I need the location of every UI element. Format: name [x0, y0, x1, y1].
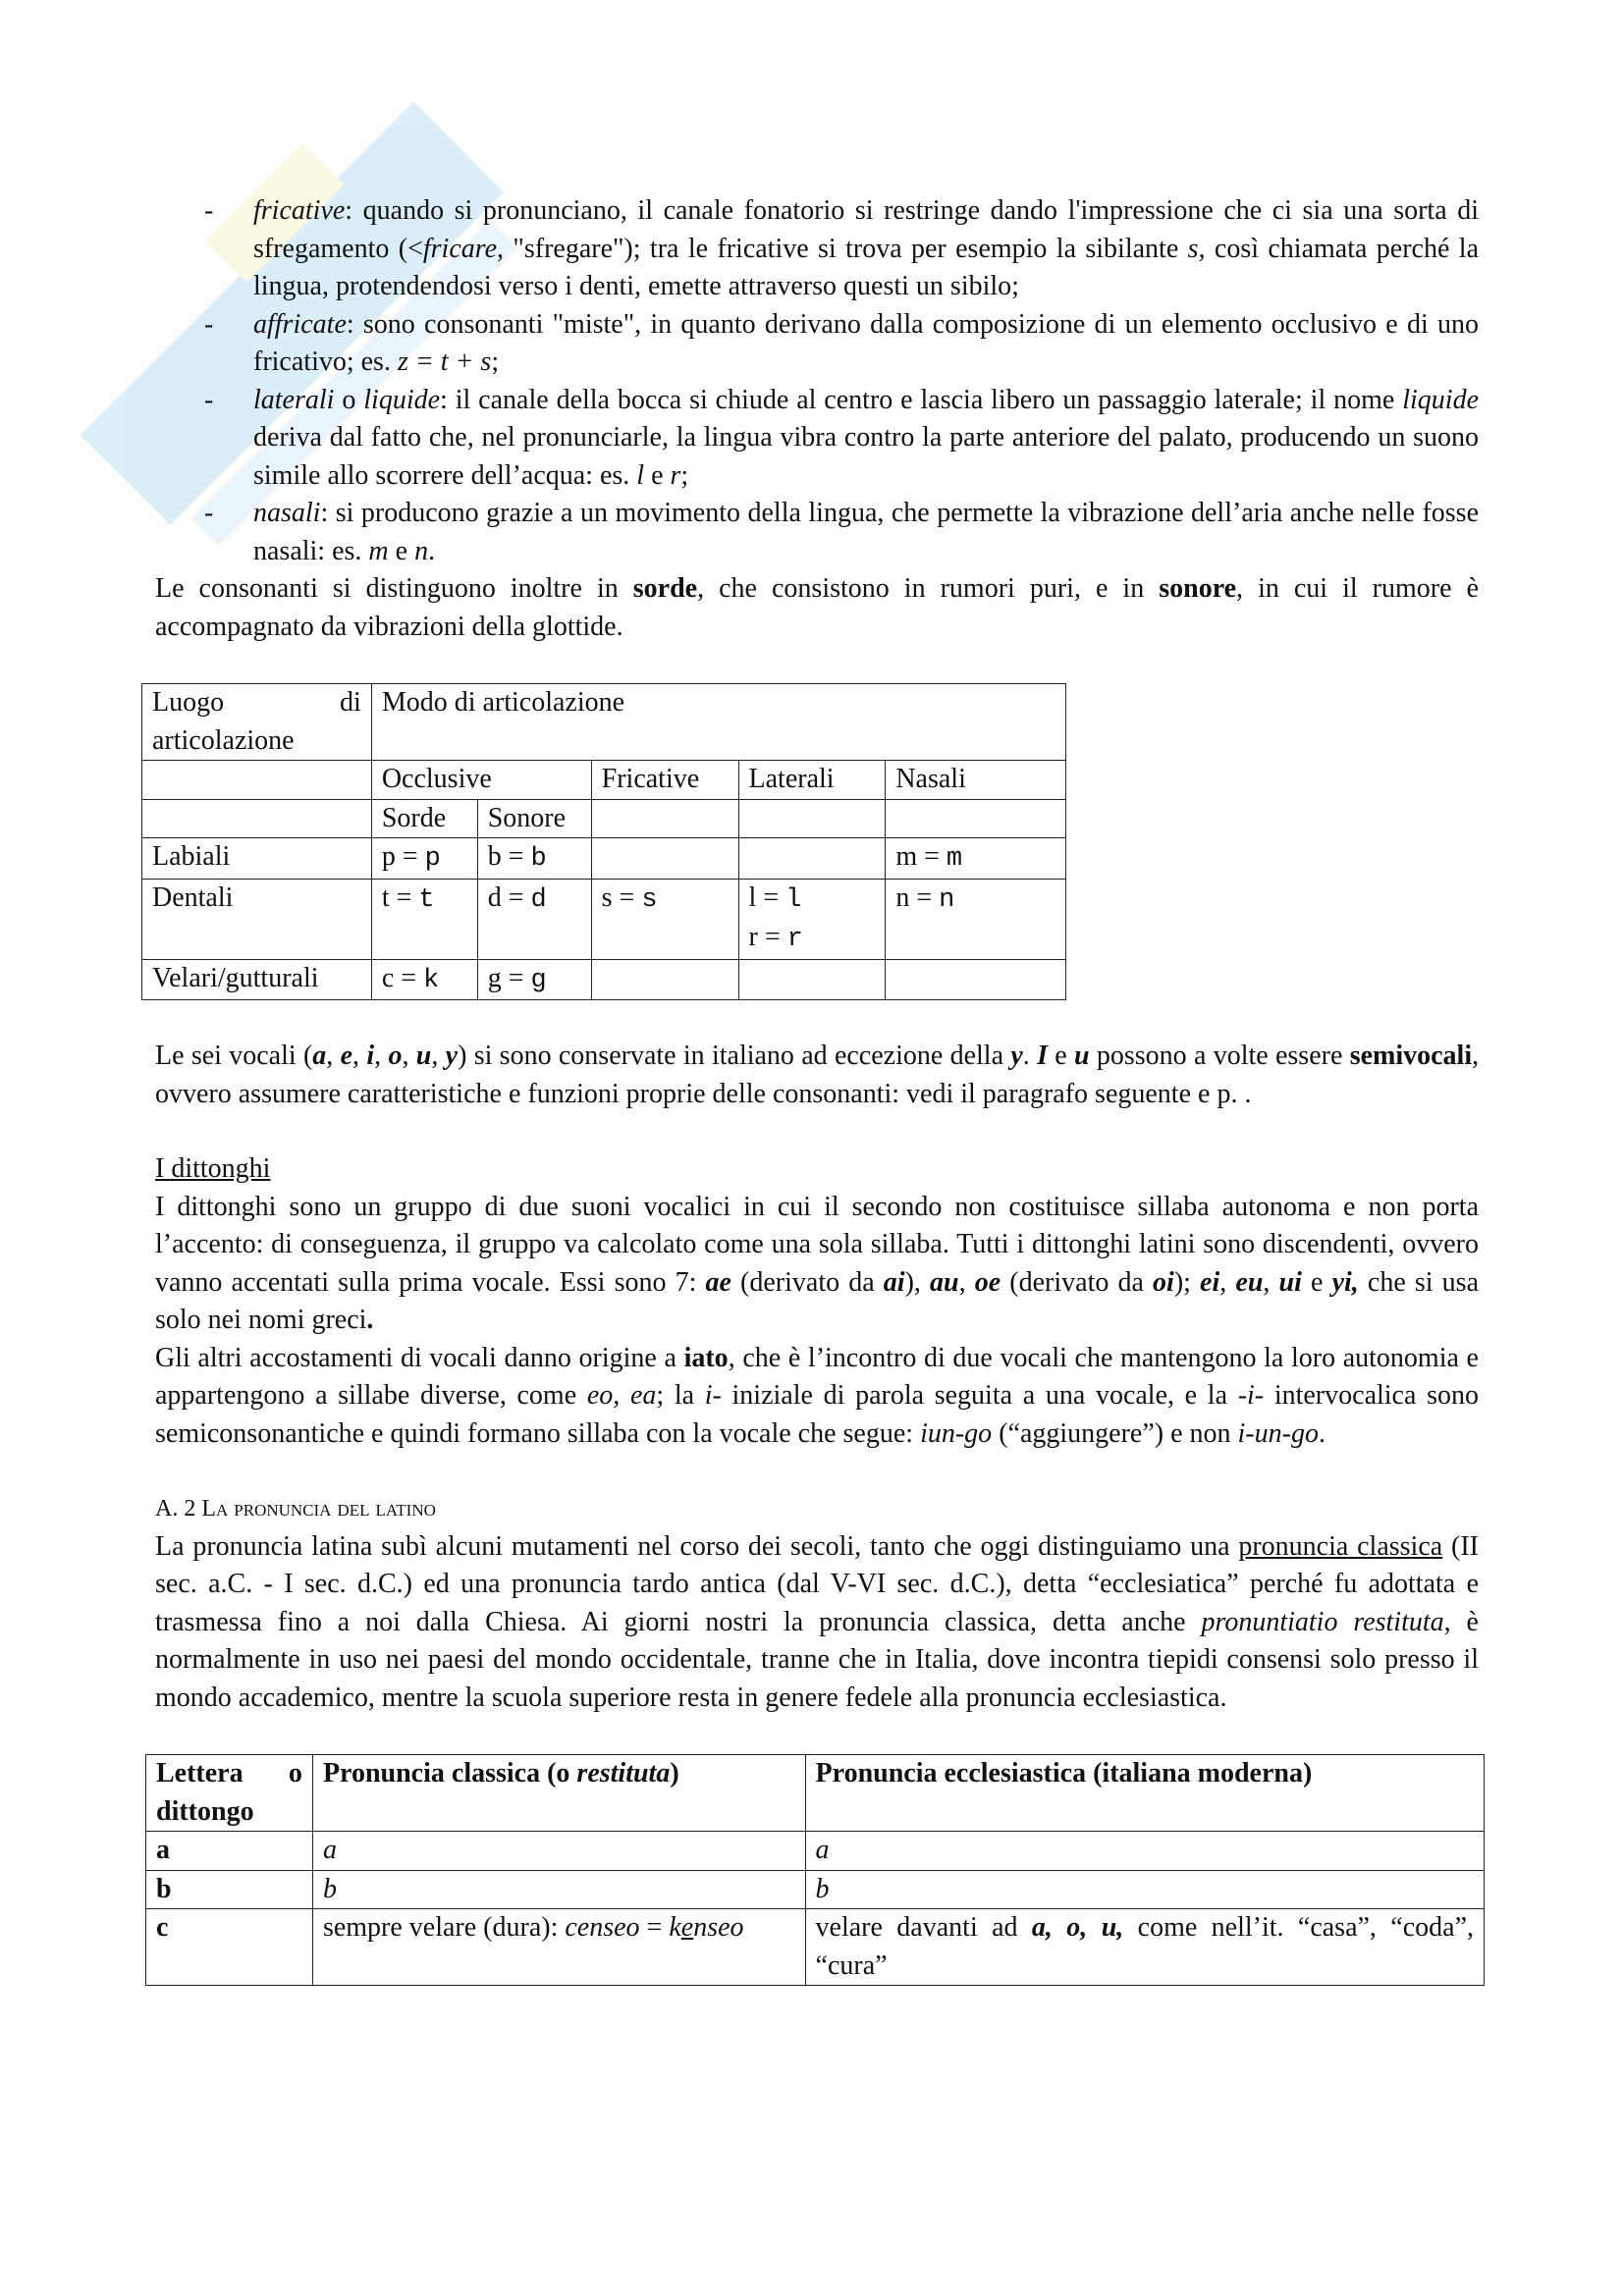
heading-dittonghi: I dittonghi — [155, 1153, 271, 1184]
document-page — [152, 192, 1480, 1986]
header-sonore: Sonore — [477, 799, 591, 838]
table-header-row: Lettera o dittongo Pronuncia classica (o restituta) Pronuncia ecclesiastica (italiana moderna) — [146, 1755, 1485, 1832]
header-luogo: Luogo di articolazione — [142, 684, 372, 761]
header-sorde: Sorde — [371, 799, 477, 838]
paragraph-vocali: Le sei vocali (a, e, i, o, u, y) si sono conservate in italiano ad eccezione della y. I e u possono a volte essere semivocali, ovvero assumere caratteristiche e funzioni proprie delle consonanti: vedi il paragrafo seguente e p. . — [155, 1041, 1480, 1109]
paragraph-sorde-sonore: Le consonanti si distinguono inoltre in sorde, che consistono in rumori puri, e in sonore, in cui il rumore è accompagnato da vibrazioni della glottide. — [155, 573, 1479, 642]
list-item: - affricate: sono consonanti "miste", in quanto derivano dalla composizione di un elemento occlusivo e di uno fricativo; es. z = t + s; — [155, 306, 1479, 382]
header-fricative: Fricative — [591, 761, 738, 800]
table-row: c sempre velare (dura): censeo = kenseo velare davanti ad a, o, u, come nell’it. “casa”, “coda”, “cura” — [146, 1909, 1485, 1986]
table-row: b b b — [146, 1870, 1485, 1909]
header-modo: Modo di articolazione — [371, 684, 1065, 761]
table-row: Velari/gutturali c = k g = g — [142, 959, 1066, 1000]
table-row: a a a — [146, 1832, 1485, 1871]
header-laterali: Laterali — [738, 761, 886, 800]
table-row: Dentali t = t d = d s = s l = l r = r n = n — [142, 879, 1066, 959]
list-item: - nasali: si producono grazie a un movimento della lingua, che permette la vibrazione dell’aria anche nelle fosse nasali: es. m e n. — [155, 495, 1479, 570]
paragraph-dittonghi: I dittonghi sono un gruppo di due suoni vocalici in cui il secondo non costituisce sillaba autonoma e non porta l’accento: di conseguenza, il gruppo va calcolato come una sola sillaba. Tutti i dittonghi latini sono discendenti, ovvero vanno accentati sulla prima vocale. Essi sono 7: ae (derivato da ai), au, oe (derivato da oi); ei, eu, ui e yi, che si usa solo nei nomi greci. — [155, 1191, 1480, 1335]
list-item: - laterali o liquide: il canale della bocca si chiude al centro e lascia libero un passaggio laterale; il nome liquide deriva dal fatto che, nel pronunciarle, la lingua vibra contro la parte anteriore del palato, producendo un suono simile allo scorrere dell’acqua: es. l e r; — [155, 382, 1479, 496]
table-row: Labiali p = p b = b m = m — [142, 838, 1066, 880]
pronunciation-table — [145, 1754, 1485, 1986]
consonant-type-list — [155, 192, 1479, 570]
paragraph-pronuncia: La pronuncia latina subì alcuni mutamenti nel corso dei secoli, tanto che oggi distinguiamo una pronuncia classica (II sec. a.C. - I sec. d.C.) ed una pronuncia tardo antica (dal V-VI sec. d.C.), detta “ecclesiatica” perché fu adottata e trasmessa fino a noi dalla Chiesa. Ai giorni nostri la pronuncia classica, detta anche pronuntiatio restituta, è normalmente in uso nei paesi del mondo occidentale, tranne che in Italia, dove incontra tiepidi consensi solo presso il mondo accademico, mentre la scuola superiore resta in genere fedele alla pronuncia ecclesiastica. — [155, 1530, 1479, 1713]
paragraph-iato: Gli altri accostamenti di vocali danno origine a iato, che è l’incontro di due vocali che mantengono la loro autonomia e appartengono a sillabe diverse, come eo, ea; la i- iniziale di parola seguita a una vocale, e la -i- intervocalica sono semiconsonantiche e quindi formano sillaba con la vocale che segue: iun-go (“aggiungere”) e non i-un-go. — [155, 1342, 1479, 1449]
section-heading: A. 2 La pronuncia del latino — [155, 1496, 436, 1522]
consonant-table — [141, 683, 1066, 1000]
list-item: - fricative: quando si pronunciano, il canale fonatorio si restringe dando l'impressione che ci sia una sorta di sfregamento (<fricare, "sfregare"); tra le fricative si trova per esempio la sibilante s, così chiamata perché la lingua, protendendosi verso i denti, emette attraverso questi un sibilo; — [155, 192, 1479, 306]
header-nasali: Nasali — [886, 761, 1066, 800]
header-occlusive: Occlusive — [371, 761, 591, 800]
